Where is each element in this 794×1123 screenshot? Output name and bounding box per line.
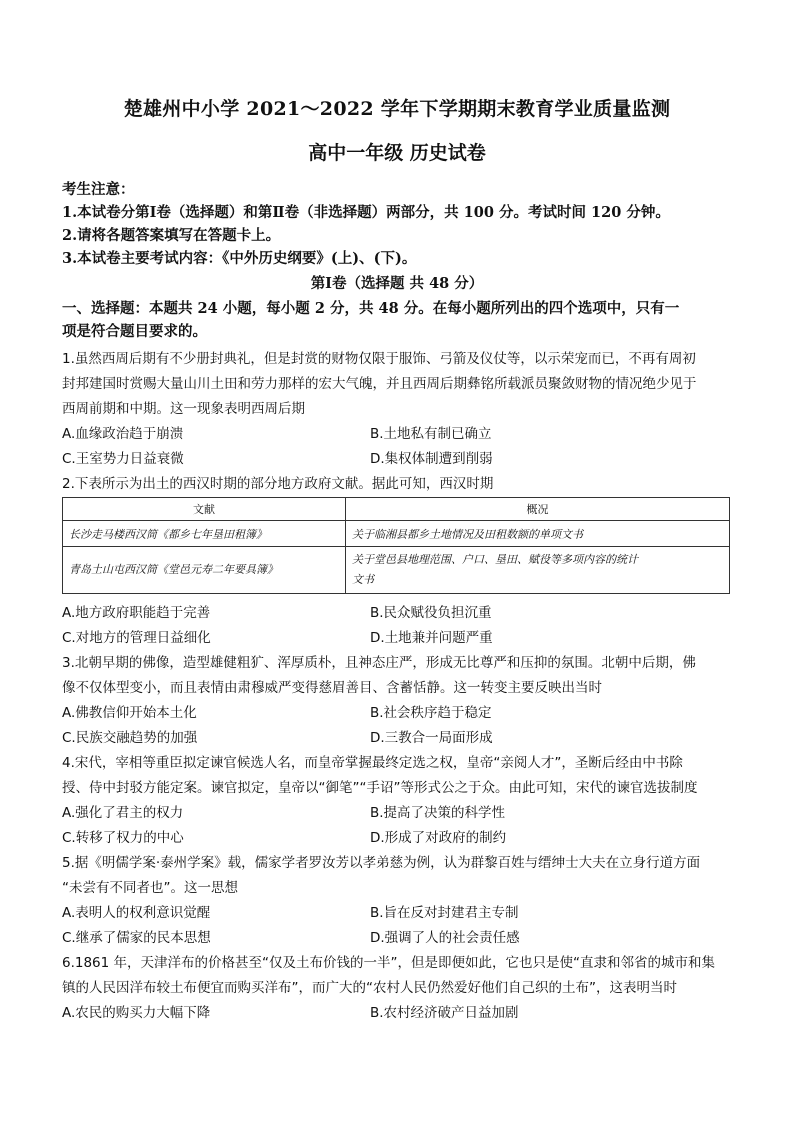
question-2-line-1: 2.下表所示为出土的西汉时期的部分地方政府文献。据此可知，西汉时期 [62,476,494,492]
question-5-option-b: B.旨在反对封建君主专制 [370,905,519,921]
table-header-cell: 文献 [63,498,346,521]
section-title: 第Ⅰ卷（选择题 共 48 分） [310,275,484,292]
question-5-option-d: D.强调了人的社会责任感 [370,930,520,946]
question-1-option-c: C.王室势力日益衰微 [62,451,184,467]
table-row [63,521,730,547]
table-cell [346,547,730,594]
question-2-option-b: B.民众赋役负担沉重 [370,605,492,621]
question-4-option-a: A.强化了君主的权力 [62,805,184,821]
section-instruction-line-2: 项是符合题目要求的。 [62,323,207,340]
question-4-option-c: C.转移了权力的中心 [62,830,184,846]
table-header-row [63,498,730,521]
table-cell: 长沙走马楼西汉简《都乡七年垦田租簿》 [63,521,346,547]
question-2-option-a: A.地方政府职能趋于完善 [62,605,211,621]
question-4-line-2: 授、侍中封驳方能定案。谏官拟定，皇帝以“御笔”“手诏”等形式公之于众。由此可知，宋代的谏官选拔制度 [62,780,698,796]
question-3-option-c: C.民族交融趋势的加强 [62,730,198,746]
question-2-option-c: C.对地方的管理日益细化 [62,630,211,646]
notice-heading: 考生注意： [62,181,135,198]
question-5-option-c: C.继承了儒家的民本思想 [62,930,211,946]
question-1-line-3: 西周前期和中期。这一现象表明西周后期 [62,401,305,417]
question-6-option-a: A.农民的购买力大幅下降 [62,1005,211,1021]
question-1-line-1: 1.虽然西周后期有不少册封典礼，但是封赏的财物仅限于服饰、弓箭及仪仗等，以示荣宠而已，不再有周初 [62,351,696,367]
question-5-option-a: A.表明人的权利意识觉醒 [62,905,211,921]
question-1-line-2: 封邦建国时赏赐大量山川土田和劳力那样的宏大气魄，并且西周后期彝铭所载派员聚敛财物的情况绝少见于 [62,376,697,392]
notice-item-3: 3.本试卷主要考试内容：《中外历史纲要》(上)、(下)。 [62,250,417,267]
question-6-line-2: 镇的人民因洋布较土布便宜而购买洋布”，而广大的“农村人民仍然爱好他们自己织的土布”，这表明当时 [62,980,677,996]
question-6-line-1: 6.1861 年，天津洋布的价格甚至“仅及土布价钱的一半”，但是即便如此，它也只是使“直隶和邻省的城市和集 [62,955,716,971]
table-cell-line: 关于堂邑县地理范围、户口、垦田、赋役等多项内容的统计 [352,553,638,566]
table-row [63,547,730,594]
question-5-line-1: 5.据《明儒学案·泰州学案》载，儒家学者罗汝芳以孝弟慈为例，认为群黎百姓与缙绅士大夫在立身行道方面 [62,855,701,871]
question-1-option-b: B.土地私有制已确立 [370,426,492,442]
question-4-option-d: D.形成了对政府的制约 [370,830,507,846]
question-5-line-2: “未尝有不同者也”。这一思想 [62,880,238,896]
table-cell: 青岛土山屯西汉简《堂邑元寿二年要具簿》 [63,547,346,594]
question-3-line-2: 像不仅体型变小，而且表情由肃穆威严变得慈眉善目、含蓄恬静。这一转变主要反映出当时 [62,680,602,696]
notice-item-2: 2.请将各题答案填写在答题卡上。 [62,227,281,244]
question-4-option-b: B.提高了决策的科学性 [370,805,506,821]
exam-title: 楚雄州中小学 2021～2022 学年下学期期末教育学业质量监测 [123,98,671,120]
question-2-table [62,497,730,594]
section-instruction-line-1: 一、选择题：本题共 24 小题，每小题 2 分，共 48 分。在每小题所列出的四个选项中，只有一 [62,300,680,317]
question-1-option-a: A.血缘政治趋于崩溃 [62,426,184,442]
table-cell-line: 文书 [352,573,374,586]
question-1-option-d: D.集权体制遭到削弱 [370,451,493,467]
exam-subtitle: 高中一年级 历史试卷 [308,142,486,164]
question-3-option-a: A.佛教信仰开始本土化 [62,705,197,721]
question-6-option-b: B.农村经济破产日益加剧 [370,1005,519,1021]
question-3-option-b: B.社会秩序趋于稳定 [370,705,492,721]
question-4-line-1: 4.宋代，宰相等重臣拟定谏官候选人名，而皇帝掌握最终定选之权，皇帝“亲阅人才”，圣断后经由中书除 [62,755,683,771]
notice-item-1: 1.本试卷分第Ⅰ卷（选择题）和第Ⅱ卷（非选择题）两部分，共 100 分。考试时间 120 分钟。 [62,204,670,221]
question-3-option-d: D.三教合一局面形成 [370,730,493,746]
table-cell: 关于临湘县都乡土地情况及田租数额的单项文书 [346,521,730,547]
question-2-option-d: D.土地兼并问题严重 [370,630,493,646]
question-3-line-1: 3.北朝早期的佛像，造型雄健粗犷、浑厚质朴，且神态庄严，形成无比尊严和压抑的氛围。北朝中后期，佛 [62,655,696,671]
table-header-cell: 概况 [346,498,730,521]
